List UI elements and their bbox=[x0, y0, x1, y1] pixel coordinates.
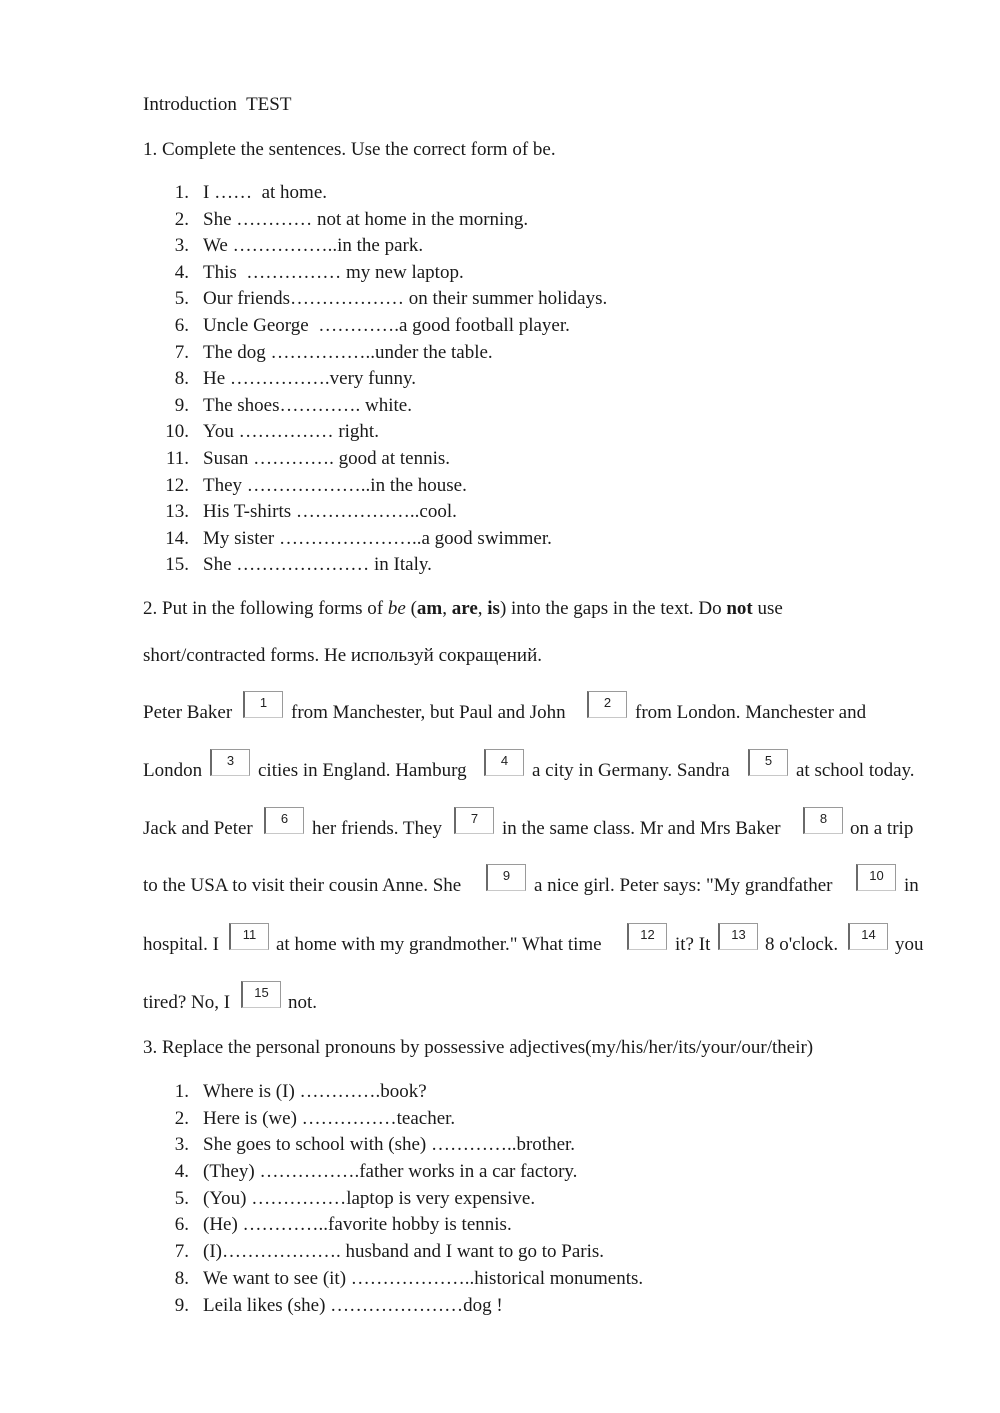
gap-input[interactable]: 5 bbox=[748, 749, 788, 776]
gap-input[interactable]: 11 bbox=[229, 923, 269, 950]
gap-input[interactable]: 12 bbox=[627, 923, 667, 950]
gap-input[interactable]: 14 bbox=[848, 923, 888, 950]
gap-input[interactable]: 4 bbox=[484, 749, 524, 776]
gap-input[interactable]: 15 bbox=[241, 981, 281, 1008]
gap-input[interactable]: 8 bbox=[803, 807, 843, 834]
gap-input[interactable]: 1 bbox=[243, 691, 283, 718]
worksheet-page: Introduction TEST 1. Complete the sentences. Use the correct form of be. 1. I …… at home. 2. She ………… not at home in the morning. 3. We ……………..in the park. 4. This …………… my new laptop. 5. Our friends……………… on their summer holidays. 6. Uncle George ………….a good football player. 7. The dog ……………..under the table. 8. He …………….very funny. 9. The shoes…………. white. 10. You …………… right. 11. Susan …………. good at tennis. 12. They ………………..in the house. 13. His T-shirts ………………..cool. 14. My sister …………………..a good swimmer. 15. She ………………… in Italy. 2. Put in the following forms of be (am, are, is) into the gaps in the text. Do not use short/contracted forms. Не используй сокращений. Peter Baker 1 from Manchester, but Paul and John 2 from London. Manchester and London 3 cities in England. Hamburg 4 a city in Germany. Sandra 5 at school today. Jack and Peter 6 her friends. They 7 in the same class. Mr and Mrs Baker 8 on a trip to the USA to visit their cousin Anne. She 9 a nice girl. Peter says: "My grandfather 10 in hospital. I 11 at home with my grandmother." What time 12 it? It 13 8 o'clock. 14 you tired? No, I 15 not. 3. Replace the personal pronouns by possessive adjectives(my/his/her/its/your/our/their) 1. Where is (I) ………….book? 2. Here is (we) ……………teacher. 3. She goes to school with (she) …………..brother. 4. (They) …………….father works in a car factory. 5. (You) ……………laptop is very expensive. 6. (He) …………..favorite hobby is tennis. 7. (I)………………. husband and I want to go to Paris. 8. We want to see (it) ………………..historical monuments. 9. Leila likes (she) …………………dog ! bbox=[143, 94, 924, 1316]
task3-heading: 3. Replace the personal pronouns by possessive adjectives(my/his/her/its/your/our/their) bbox=[143, 1037, 814, 1058]
task1-heading: 1. Complete the sentences. Use the correct form of be. bbox=[143, 139, 556, 160]
gap-input[interactable]: 6 bbox=[264, 807, 304, 834]
gap-input[interactable]: 9 bbox=[486, 864, 526, 891]
task2-heading: 2. Put in the following forms of be (am, are, is) into the gaps in the text. Do not use bbox=[143, 598, 783, 619]
gap-input[interactable]: 2 bbox=[587, 691, 627, 718]
gap-input[interactable]: 7 bbox=[454, 807, 494, 834]
task2-heading-line2: short/contracted forms. Не используй сокращений. bbox=[143, 645, 542, 666]
page-title: Introduction TEST bbox=[143, 94, 292, 115]
gap-input[interactable]: 10 bbox=[856, 864, 896, 891]
gap-input[interactable]: 3 bbox=[210, 749, 250, 776]
gap-input[interactable]: 13 bbox=[718, 923, 758, 950]
